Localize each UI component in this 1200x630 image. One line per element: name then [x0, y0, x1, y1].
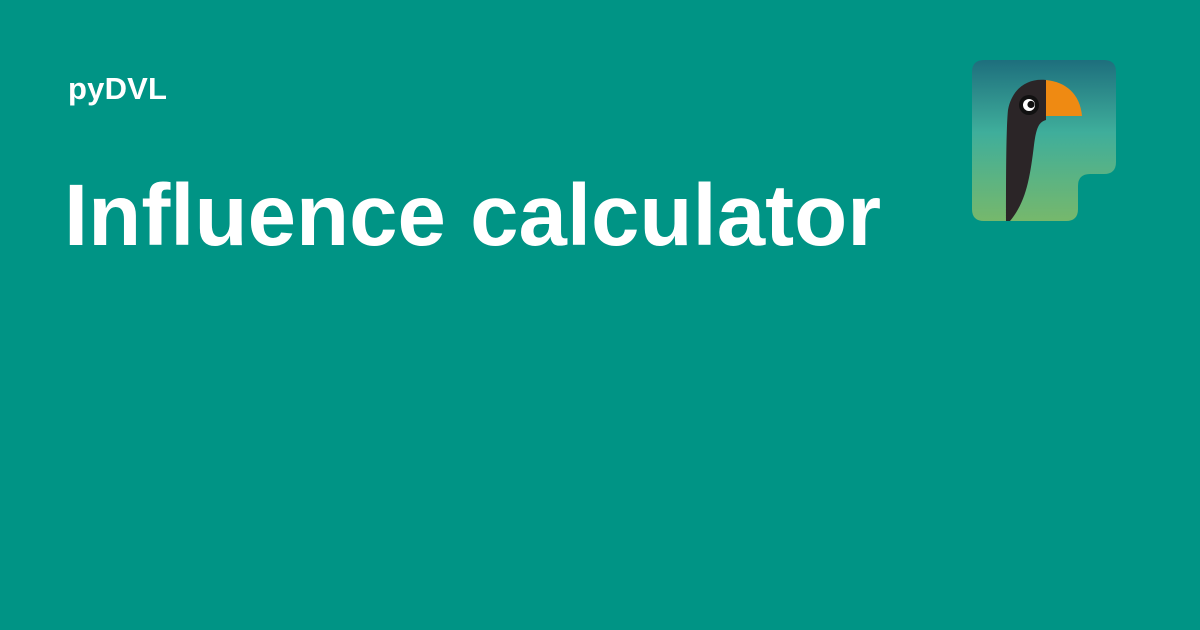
page-title: Influence calculator — [64, 167, 882, 264]
pydvl-logo-icon — [972, 60, 1116, 221]
site-name: pyDVL — [68, 71, 168, 106]
